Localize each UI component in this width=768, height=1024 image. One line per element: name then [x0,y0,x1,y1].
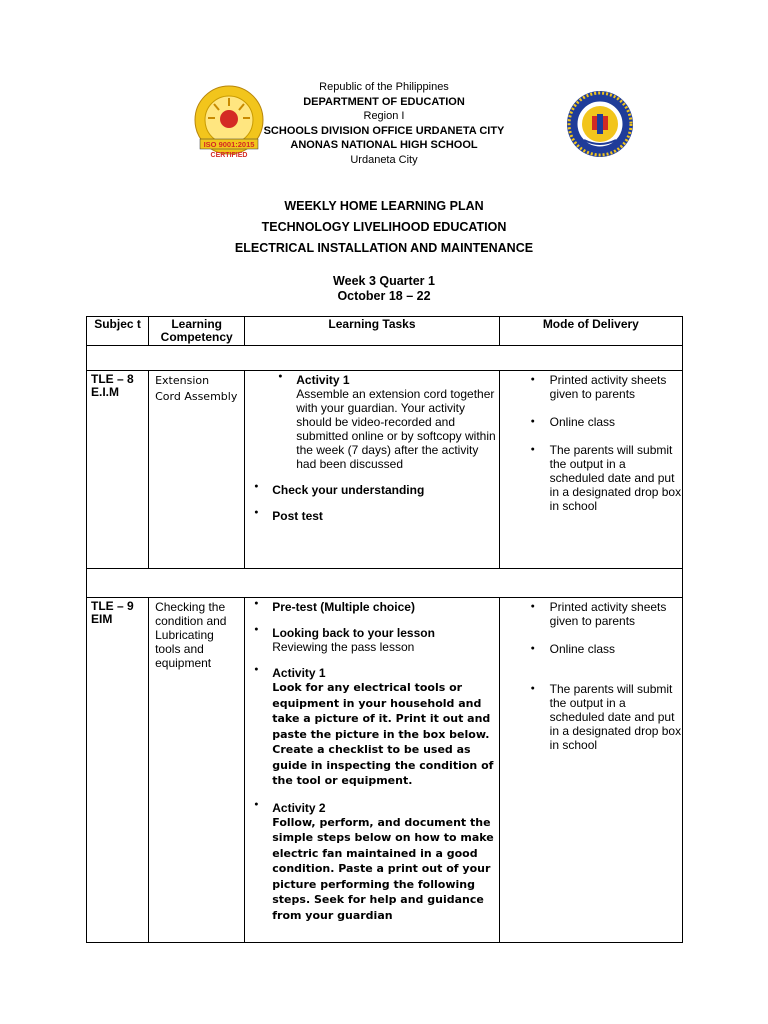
task-item [245,666,498,789]
task-text: Reviewing the pass lesson [272,640,415,654]
division-seal-logo [190,84,268,162]
mode-item: ● The parents will submit the output in a scheduled date and put in a designated drop box in school [500,682,682,752]
task-title: ● Pre-test (Multiple choice) [272,600,415,614]
task-text: Assemble an extension cord together with your guardian. Your activity should be video-recorded and submitted online or by softcopy within the week (7 days) after the activity had been discussed [296,387,496,471]
school-seal-logo [566,90,634,158]
row-tasks [245,371,499,569]
header-city: Urdaneta City [350,153,418,166]
table-spacer-row [87,569,683,598]
task-item [245,509,498,523]
header-region: Region I [363,110,405,123]
mode-item: ● Online class [500,642,682,656]
row-mode [499,371,682,569]
table-row [87,371,683,569]
row-tasks [245,598,499,943]
task-item [245,801,498,924]
iso-badge-text: ISO 9001:2015 [203,140,255,149]
header-department: DEPARTMENT OF EDUCATION [303,95,465,108]
title-specialization: ELECTRICAL INSTALLATION AND MAINTENANCE [234,241,534,255]
header-division: SCHOOLS DIVISION OFFICE URDANETA CITY [263,124,505,137]
header-competency: Learning Competency [149,317,245,346]
header-school: ANONAS NATIONAL HIGH SCHOOL [290,139,478,152]
row-competency: Checking the condition and Lubricating tools and equipment [149,598,245,943]
mode-item: ● The parents will submit the output in a scheduled date and put in a designated drop box in school [500,443,682,513]
plan-titles [0,196,768,259]
mode-item: ● Printed activity sheets given to parents [500,600,682,628]
task-text: Follow, perform, and document the simple steps below on how to make electric fan maintained in a good condition. Paste a print out of your picture performing the following steps. Seek for help and guidance from your guardian [272,815,494,922]
row-subject: TLE – 9 EIM [87,598,149,943]
task-text: Look for any electrical tools or equipment in your household and take a picture of it. Print it out and paste the picture in the box below. Create a checklist to be used as guide in inspecting the condition of the tool or equipment. [272,681,494,787]
mode-item: ● Printed activity sheets given to parents [500,373,682,401]
table-spacer-row [87,346,683,371]
task-title: ● Post test [272,509,323,523]
task-title: ● Looking back to your lesson [272,626,435,640]
task-item [245,626,498,654]
certified-text: CERTIFIED [210,152,248,159]
header-mode: Mode of Delivery [499,317,682,346]
row-mode [499,598,682,943]
header-tasks: Learning Tasks [245,317,499,346]
row-competency: Extension Cord Assembly [149,371,245,569]
title-subject: TECHNOLOGY LIVELIHOOD EDUCATION [261,220,507,234]
week-info [0,274,768,304]
task-item [245,483,498,497]
task-title: ● Activity 1 [272,666,326,680]
task-item [245,373,498,471]
week-quarter: Week 3 Quarter 1 [333,274,435,288]
table-row [87,598,683,943]
header-republic: Republic of the Philippines [319,81,449,93]
task-title: ● Check your understanding [272,483,425,497]
learning-plan-table [86,316,683,943]
mode-item: ● Online class [500,415,682,429]
table-header-row [87,317,683,346]
task-title: ● Activity 2 [272,800,326,815]
header-subject: Subjec t [87,317,149,346]
task-item [245,600,498,614]
week-dates: October 18 – 22 [337,289,431,303]
title-weekly-plan: WEEKLY HOME LEARNING PLAN [284,199,484,213]
task-title: ● Activity 1 [296,373,350,387]
row-subject: TLE – 8 E.I.M [87,371,149,569]
document-header [0,80,768,168]
